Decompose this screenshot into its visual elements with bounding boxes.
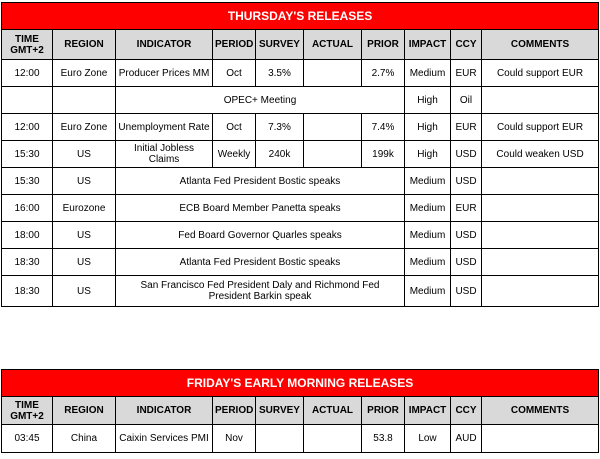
cell-indicator: Caixin Services PMI [116, 425, 213, 453]
table-row [2, 114, 599, 141]
cell-region: US [53, 222, 116, 249]
cell-period: Oct [213, 60, 256, 87]
col-indicator: INDICATOR [116, 397, 213, 425]
col-actual: ACTUAL [304, 30, 362, 60]
col-time: TIME GMT+2 [2, 30, 53, 60]
table-row [2, 141, 599, 168]
cell-survey: 240k [256, 141, 304, 168]
cell-region: China [53, 425, 116, 453]
friday-releases-table [1, 369, 599, 453]
cell-time: 18:00 [2, 222, 53, 249]
cell-indicator: Producer Prices MM [116, 60, 213, 87]
col-prior: PRIOR [362, 30, 405, 60]
cell-region [53, 87, 116, 114]
cell-region: Euro Zone [53, 114, 116, 141]
col-comments: COMMENTS [482, 397, 599, 425]
thursday-title: THURSDAY'S RELEASES [2, 3, 599, 30]
cell-period: Oct [213, 114, 256, 141]
cell-comments: Could weaken USD [482, 141, 599, 168]
cell-comments [482, 87, 599, 114]
col-region: REGION [53, 397, 116, 425]
cell-survey [256, 425, 304, 453]
cell-impact: High [405, 114, 451, 141]
cell-actual [304, 141, 362, 168]
col-prior: PRIOR [362, 397, 405, 425]
cell-ccy: EUR [451, 114, 482, 141]
table-row [2, 222, 599, 249]
cell-region: US [53, 141, 116, 168]
cell-indicator: OPEC+ Meeting [116, 87, 405, 114]
table-row [2, 168, 599, 195]
cell-impact: Medium [405, 195, 451, 222]
cell-prior: 7.4% [362, 114, 405, 141]
cell-prior: 53.8 [362, 425, 405, 453]
cell-time: 18:30 [2, 249, 53, 276]
col-actual: ACTUAL [304, 397, 362, 425]
cell-region: US [53, 276, 116, 307]
cell-actual [304, 425, 362, 453]
col-ccy: CCY [451, 397, 482, 425]
cell-period: Weekly [213, 141, 256, 168]
cell-comments [482, 276, 599, 307]
cell-time: 12:00 [2, 60, 53, 87]
col-impact: IMPACT [405, 30, 451, 60]
cell-prior: 2.7% [362, 60, 405, 87]
cell-region: US [53, 168, 116, 195]
cell-ccy: USD [451, 249, 482, 276]
cell-impact: Medium [405, 276, 451, 307]
cell-impact: Medium [405, 168, 451, 195]
cell-comments [482, 425, 599, 453]
cell-ccy: EUR [451, 195, 482, 222]
table-row [2, 87, 599, 114]
thursday-releases-table [1, 2, 599, 307]
table-row [2, 276, 599, 307]
cell-actual [304, 60, 362, 87]
cell-time: 12:00 [2, 114, 53, 141]
col-impact: IMPACT [405, 397, 451, 425]
cell-comments [482, 222, 599, 249]
cell-time: 16:00 [2, 195, 53, 222]
cell-time [2, 87, 53, 114]
cell-ccy: EUR [451, 60, 482, 87]
thursday-header-row [2, 30, 599, 60]
friday-header-row [2, 397, 599, 425]
cell-survey: 3.5% [256, 60, 304, 87]
cell-region: Euro Zone [53, 60, 116, 87]
cell-time: 18:30 [2, 276, 53, 307]
cell-period: Nov [213, 425, 256, 453]
cell-indicator: Atlanta Fed President Bostic speaks [116, 249, 405, 276]
cell-comments: Could support EUR [482, 60, 599, 87]
col-period: PERIOD [213, 397, 256, 425]
col-indicator: INDICATOR [116, 30, 213, 60]
cell-prior: 199k [362, 141, 405, 168]
col-survey: SURVEY [256, 30, 304, 60]
cell-survey: 7.3% [256, 114, 304, 141]
col-time: TIME GMT+2 [2, 397, 53, 425]
cell-impact: Medium [405, 60, 451, 87]
cell-region: Eurozone [53, 195, 116, 222]
cell-time: 15:30 [2, 141, 53, 168]
cell-ccy: AUD [451, 425, 482, 453]
table-row [2, 425, 599, 453]
cell-impact: High [405, 141, 451, 168]
table-row [2, 60, 599, 87]
col-survey: SURVEY [256, 397, 304, 425]
cell-ccy: USD [451, 141, 482, 168]
cell-time: 03:45 [2, 425, 53, 453]
table-row [2, 249, 599, 276]
cell-ccy: USD [451, 222, 482, 249]
cell-ccy: USD [451, 276, 482, 307]
cell-indicator: Unemployment Rate [116, 114, 213, 141]
cell-comments [482, 195, 599, 222]
cell-ccy: Oil [451, 87, 482, 114]
cell-region: US [53, 249, 116, 276]
cell-ccy: USD [451, 168, 482, 195]
col-period: PERIOD [213, 30, 256, 60]
cell-comments: Could support EUR [482, 114, 599, 141]
cell-indicator: ECB Board Member Panetta speaks [116, 195, 405, 222]
table-row [2, 195, 599, 222]
friday-title: FRIDAY'S EARLY MORNING RELEASES [2, 370, 599, 397]
cell-impact: High [405, 87, 451, 114]
cell-actual [304, 114, 362, 141]
cell-indicator: San Francisco Fed President Daly and Richmond Fed President Barkin speak [116, 276, 405, 307]
cell-comments [482, 168, 599, 195]
cell-impact: Medium [405, 249, 451, 276]
cell-indicator: Atlanta Fed President Bostic speaks [116, 168, 405, 195]
cell-time: 15:30 [2, 168, 53, 195]
col-region: REGION [53, 30, 116, 60]
cell-comments [482, 249, 599, 276]
col-comments: COMMENTS [482, 30, 599, 60]
cell-impact: Low [405, 425, 451, 453]
cell-indicator: Fed Board Governor Quarles speaks [116, 222, 405, 249]
cell-indicator: Initial Jobless Claims [116, 141, 213, 168]
cell-impact: Medium [405, 222, 451, 249]
col-ccy: CCY [451, 30, 482, 60]
